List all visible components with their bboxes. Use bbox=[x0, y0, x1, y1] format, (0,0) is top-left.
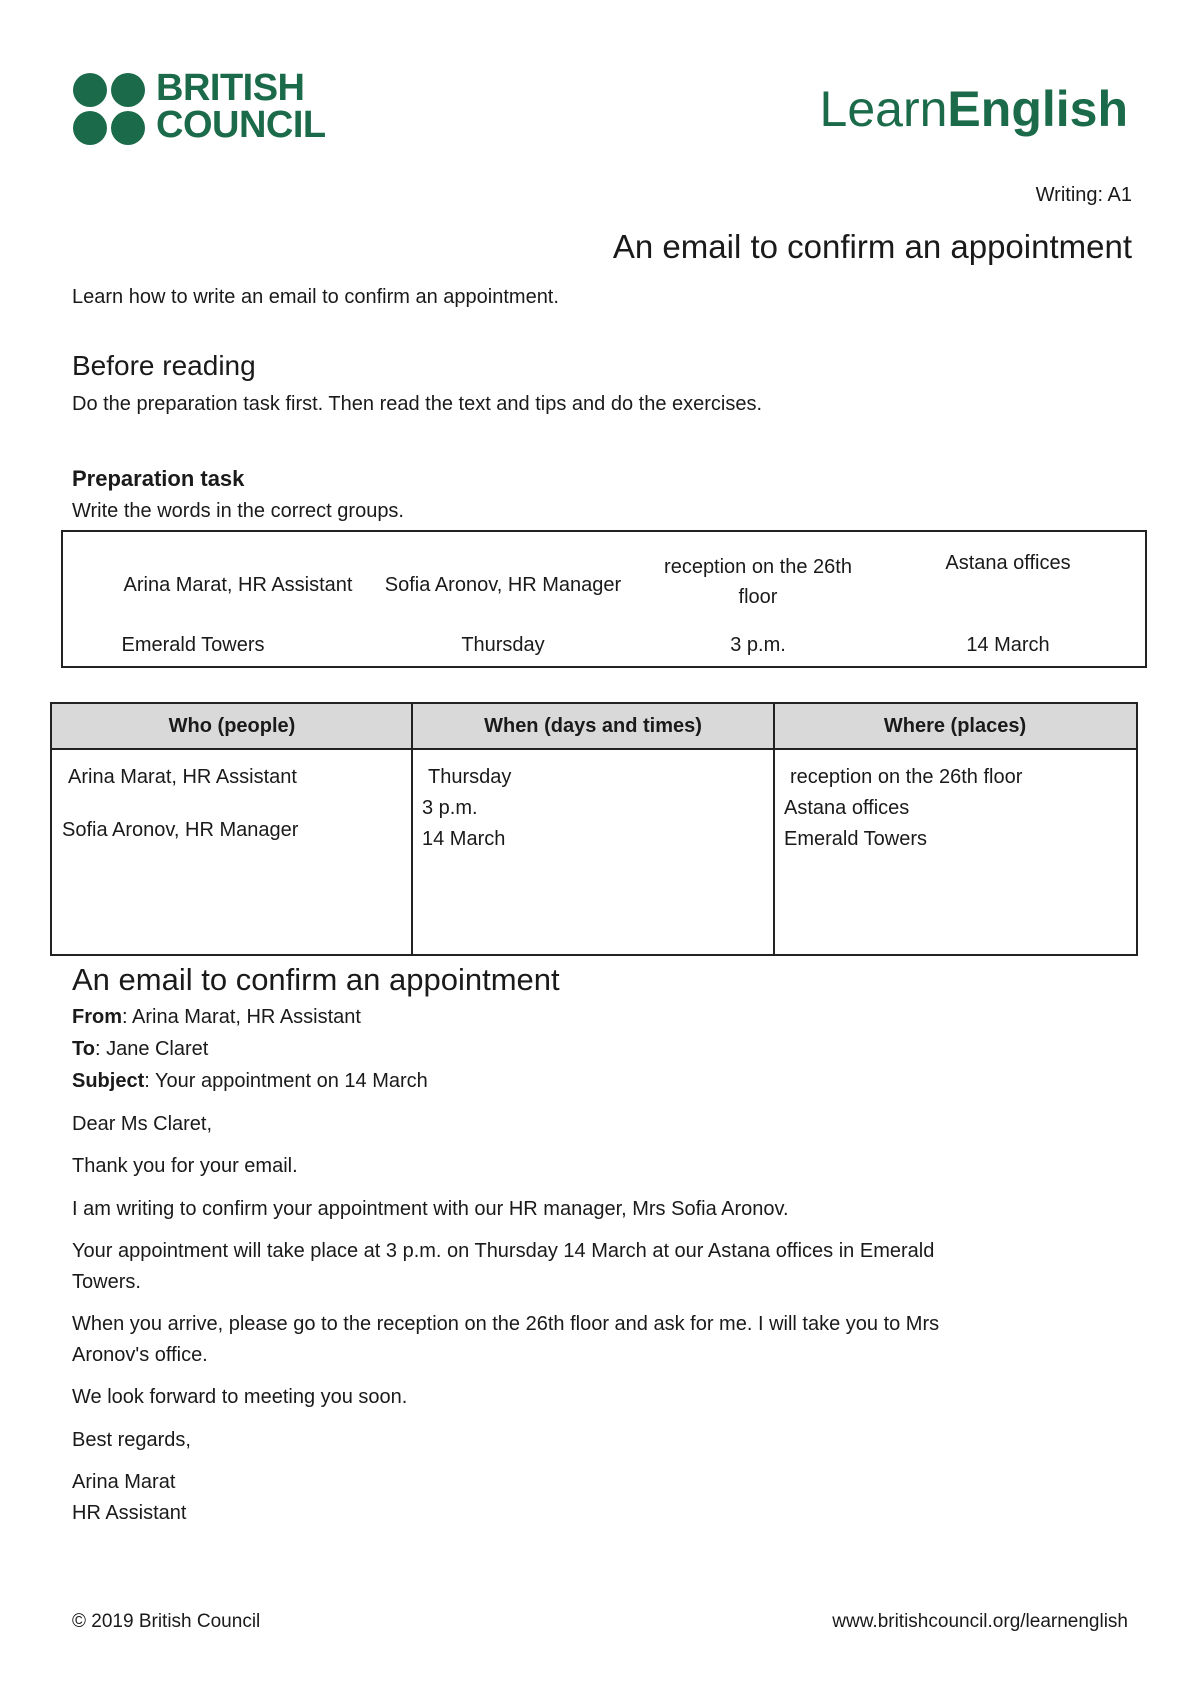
word-item: Thursday bbox=[461, 634, 545, 656]
page-title: An email to confirm an appointment bbox=[612, 228, 1132, 265]
who-column bbox=[52, 704, 412, 954]
before-reading-text: Do the preparation task first. Then read the text and tips and do the exercises. bbox=[72, 393, 763, 415]
who-header: Who (people) bbox=[52, 704, 412, 750]
email-paragraph: Thank you for your email. bbox=[72, 1155, 298, 1177]
learnenglish-logo: LearnEnglish bbox=[819, 81, 1128, 137]
signature-role: HR Assistant bbox=[72, 1502, 187, 1524]
email-closing: Best regards, bbox=[72, 1429, 191, 1451]
when-header: When (days and times) bbox=[412, 704, 774, 750]
where-cell[interactable] bbox=[774, 750, 1136, 855]
groups-table bbox=[50, 702, 1138, 956]
where-column bbox=[774, 704, 1136, 954]
when-cell[interactable] bbox=[412, 750, 774, 855]
who-cell[interactable] bbox=[52, 750, 412, 846]
word-item: 3 p.m. bbox=[730, 634, 786, 656]
email-paragraph: I am writing to confirm your appointment with our HR manager, Mrs Sofia Aronov. bbox=[72, 1198, 789, 1220]
word-item: 14 March bbox=[966, 634, 1050, 656]
email-from bbox=[72, 1002, 1072, 1033]
list-item: Astana offices bbox=[784, 797, 910, 819]
table-divider bbox=[773, 704, 775, 954]
email-title: An email to confirm an appointment bbox=[72, 962, 560, 997]
email-paragraph: We look forward to meeting you soon. bbox=[72, 1386, 408, 1408]
before-reading-heading: Before reading bbox=[72, 350, 256, 381]
subject-label: Subject bbox=[72, 1070, 145, 1092]
level-label: Writing: A1 bbox=[1035, 184, 1132, 206]
word-item: Emerald Towers bbox=[121, 634, 265, 656]
british-council-logo bbox=[72, 67, 342, 150]
list-item: Arina Marat, HR Assistant bbox=[68, 766, 297, 788]
list-item: 14 March bbox=[422, 828, 506, 850]
email-greeting: Dear Ms Claret, bbox=[72, 1113, 213, 1135]
british-council-wordmark: BRITISH COUNCIL bbox=[156, 67, 326, 146]
email-paragraph: When you arrive, please go to the reception on the 26th floor and ask for me. I will take you to Mrs Aronov's office. bbox=[72, 1313, 940, 1366]
signature-name: Arina Marat bbox=[72, 1471, 176, 1493]
list-item: Sofia Aronov, HR Manager bbox=[62, 819, 299, 841]
to-value: : Jane Claret bbox=[94, 1038, 209, 1060]
from-label: From bbox=[72, 1006, 122, 1028]
where-header: Where (places) bbox=[774, 704, 1136, 750]
table-divider bbox=[411, 704, 413, 954]
intro-text: Learn how to write an email to confirm an appointment. bbox=[72, 286, 559, 308]
british-council-dots-icon bbox=[72, 72, 148, 148]
word-item: reception on the 26th floor bbox=[664, 556, 852, 608]
list-item: reception on the 26th floor bbox=[790, 766, 1023, 788]
footer-url[interactable]: www.britishcouncil.org/learnenglish bbox=[832, 1611, 1128, 1632]
email-subject bbox=[72, 1066, 1072, 1097]
email-to bbox=[72, 1034, 1072, 1065]
word-item: Arina Marat, HR Assistant bbox=[123, 574, 353, 596]
email-paragraph: Your appointment will take place at 3 p.m. on Thursday 14 March at our Astana offices in Emerald Towers. bbox=[72, 1240, 935, 1293]
word-item: Astana offices bbox=[945, 552, 1071, 574]
from-value: : Arina Marat, HR Assistant bbox=[122, 1006, 361, 1028]
subject-value: : Your appointment on 14 March bbox=[144, 1070, 428, 1092]
email-signature bbox=[72, 1467, 1072, 1529]
word-box bbox=[61, 530, 1147, 668]
preparation-instruction: Write the words in the correct groups. bbox=[72, 500, 404, 522]
list-item: Thursday bbox=[428, 766, 512, 788]
footer-copyright: © 2019 British Council bbox=[72, 1611, 261, 1632]
when-column bbox=[412, 704, 774, 954]
list-item: Emerald Towers bbox=[784, 828, 928, 850]
preparation-heading: Preparation task bbox=[72, 466, 245, 491]
to-label: To bbox=[72, 1038, 95, 1060]
word-item: Sofia Aronov, HR Manager bbox=[384, 574, 622, 596]
list-item: 3 p.m. bbox=[422, 797, 478, 819]
